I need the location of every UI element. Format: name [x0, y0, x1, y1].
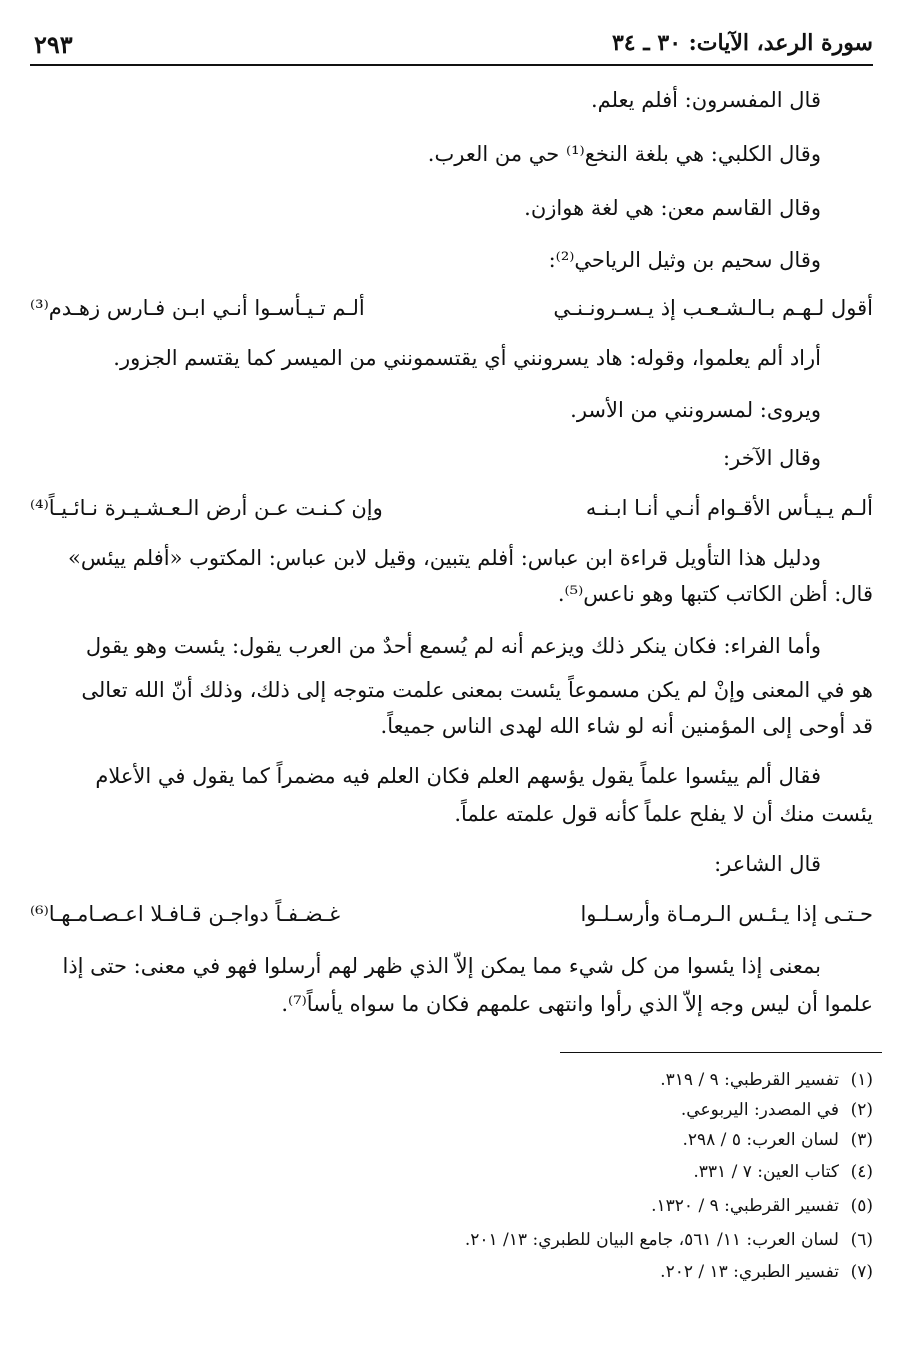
footnote-text: تفسير الطبري: ١٣ / ٢٠٢. [660, 1262, 839, 1282]
paragraph-line: فقال ألم ييئسوا علماً يقول يؤسهم العلم فكان العلم فيه مضمراً كما يقول في الأعلام [95, 764, 821, 788]
header-rule [30, 64, 873, 66]
paragraph-line: وأما الفراء: فكان ينكر ذلك ويزعم أنه لم يُسمع أحدٌ من العرب يقول: يئست وهو يقول [85, 634, 821, 658]
footnote-text: في المصدر: اليربوعي. [680, 1100, 839, 1120]
verse-first-hemistich: حـتـى إذا يـئـس الـرمـاة وأرسـلـوا [580, 902, 873, 926]
footnote-number: (١) [850, 1070, 873, 1090]
paragraph-line: وقال سحيم بن وثيل الرياحي⁽²⁾: [548, 248, 821, 272]
footnote [651, 1196, 873, 1216]
footnote-number: (٢) [850, 1100, 873, 1120]
footnote-text: لسان العرب: ٥ / ٢٩٨. [682, 1130, 839, 1150]
footnote-text: لسان العرب: ١١/ ٥٦١، جامع البيان للطبري: ١٣/ ٢٠١. [464, 1230, 839, 1250]
footnote-text: كتاب العين: ٧ / ٣٣١. [693, 1162, 839, 1182]
verse-second-hemistich: غـضـفـاً دواجـن قـافـلا اعـصـامـهـا⁽⁶⁾ [30, 902, 341, 926]
running-header [30, 30, 873, 64]
paragraph-line: وقال القاسم معن: هي لغة هوازن. [524, 196, 821, 220]
footnote-number: (٣) [850, 1130, 873, 1150]
footnote [693, 1162, 873, 1182]
paragraph-line: وقال الكلبي: هي بلغة النخع⁽¹⁾ حي من العرب. [427, 142, 821, 166]
footnote-number: (٧) [850, 1262, 873, 1282]
verse-first-hemistich: ألـم يـيـأس الأقـوام أنـي أنـا ابـنـه [585, 496, 873, 520]
paragraph-line: قال المفسرون: أفلم يعلم. [590, 88, 821, 112]
verse-first-hemistich: أقول لـهـم بـالـشـعـب إذ يـسـرونـنـي [553, 296, 873, 320]
paragraph-line: قال الشاعر: [714, 852, 821, 876]
footnote [660, 1070, 873, 1090]
paragraph-line: علموا أن ليس وجه إلاّ الذي رأوا وانتهى علمهم فكان ما سواه يأساً⁽⁷⁾. [281, 992, 873, 1016]
paragraph-line: ويروى: لمسرونني من الأسر. [570, 398, 821, 422]
footnote-number: (٦) [850, 1230, 873, 1250]
paragraph-line: قد أوحى إلى المؤمنين أنه لو شاء الله لهدى الناس جميعاً. [380, 714, 873, 738]
paragraph-line: يئست منك أن لا يفلح علماً كأنه قول علمته علماً. [454, 802, 873, 826]
footnote [660, 1262, 873, 1282]
footnote-number: (٥) [850, 1196, 873, 1216]
footnote [465, 1230, 873, 1250]
footnote-rule [560, 1052, 882, 1053]
verse-second-hemistich: وإن كـنـت عـن أرض الـعـشـيـرة نـائـيـاً⁽⁴⁾ [30, 496, 383, 520]
footnote-number: (٤) [850, 1162, 873, 1182]
paragraph-line: ودليل هذا التأويل قراءة ابن عباس: أفلم يتبين، وقيل لابن عباس: المكتوب «أفلم ييئس» [67, 546, 821, 570]
footnote [681, 1100, 873, 1120]
footnote-text: تفسير القرطبي: ٩ / ٣١٩. [660, 1070, 839, 1090]
running-title: سورة الرعد، الآيات: ٣٠ ـ ٣٤ [611, 30, 873, 56]
page-number: ٢٩٣ [34, 30, 73, 59]
paragraph-line: بمعنى إذا يئسوا من كل شيء مما يمكن إلاّ الذي ظهر لهم أرسلوا فهو في معنى: حتى إذا [62, 954, 821, 978]
paragraph-line: وقال الآخر: [723, 446, 821, 470]
paragraph-line: هو في المعنى وإنْ لم يكن مسموعاً يئست بمعنى علمت متوجه إلى ذلك، وذلك أنّ الله تعالى [81, 678, 873, 702]
verse-second-hemistich: ألـم تـيـأسـوا أنـي ابـن فـارس زهـدم⁽³⁾ [30, 296, 365, 320]
footnote [682, 1130, 873, 1150]
footnote-text: تفسير القرطبي: ٩ / ١٣٢٠. [651, 1196, 839, 1216]
paragraph-line: أراد ألم يعلموا، وقوله: هاد يسرونني أي يقتسمونني من الميسر كما يقتسم الجزور. [113, 346, 821, 370]
paragraph-line: قال: أظن الكاتب كتبها وهو ناعس⁽⁵⁾. [557, 582, 873, 606]
